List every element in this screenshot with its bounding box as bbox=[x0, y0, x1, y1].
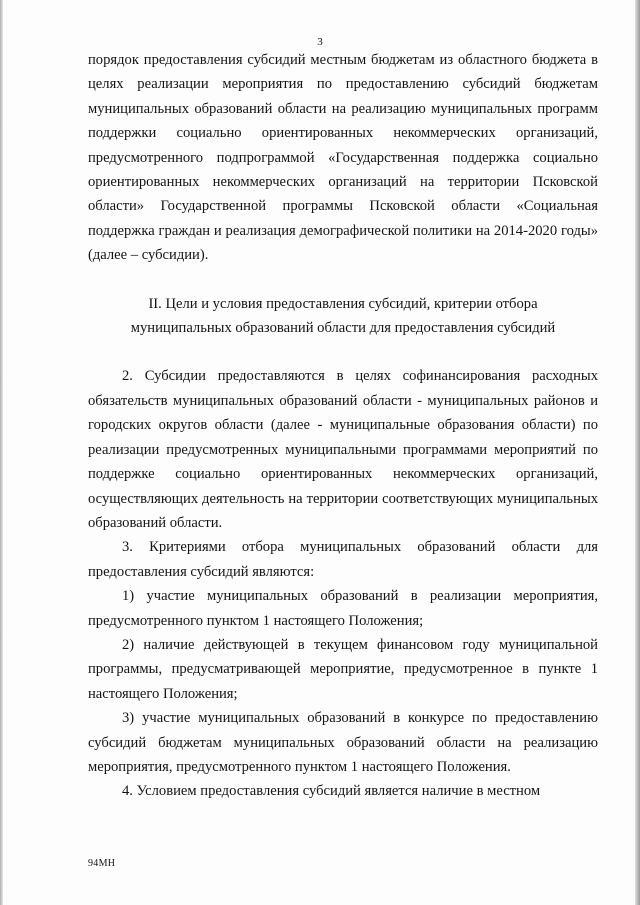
paragraph-intro-continuation: порядок предоставления субсидий местным бюджетам из областного бюджета в целях реализации мероприятия по предоставлению субсидий бюджетам муниципальных образований области на реализацию муниципальных программ поддержки социально ориентированных некоммерческих организаций, предусмотренного подпрограммой «Государственная поддержка социально ориентированных некоммерческих организаций на территории Псковской области» Государственной программы Псковской области «Социальная поддержка граждан и реализация демографической политики на 2014-2020 годы» (далее – субсидии). bbox=[88, 52, 598, 264]
paragraph-2: 2. Субсидии предоставляются в целях софинансирования расходных обязательств муниципальных образований области - муниципальных районов и городских округов области (далее - муниципальные образования области) по реализации предусмотренных муниципальными программами мероприятий по поддержке социально ориентированных некоммерческих организаций, осуществляющих деятельность на территории соответствующих муниципальных образований области. bbox=[88, 368, 598, 531]
scan-edge-right bbox=[635, 0, 640, 905]
page-number: 3 bbox=[317, 36, 323, 48]
paragraph-4: 4. Условием предоставления субсидий является наличие в местном bbox=[122, 783, 541, 800]
criterion-3: 3) участие муниципальных образований в конкурсе по предоставлению субсидий бюджетам муниципальных образований области на реализацию мероприятия, предусмотренного пунктом 1 настоящего Положения. bbox=[88, 710, 598, 775]
paragraph-3: 3. Критериями отбора муниципальных образований области для предоставления субсидий являются: bbox=[88, 539, 598, 580]
scan-edge-left bbox=[0, 0, 3, 905]
section-heading-line-2: муниципальных образований области для предоставления субсидий bbox=[130, 320, 556, 337]
criterion-2: 2) наличие действующей в текущем финансовом году муниципальной программы, предусматривающей мероприятие, предусмотренное в пункте 1 настоящего Положения; bbox=[88, 636, 598, 702]
criterion-1: 1) участие муниципальных образований в реализации мероприятия, предусмотренного пунктом 1 настоящего Положения; bbox=[88, 588, 598, 629]
section-heading-line-1: II. Цели и условия предоставления субсидий, критерии отбора bbox=[148, 295, 538, 312]
document-code: 94МН bbox=[88, 858, 116, 869]
document-body bbox=[88, 48, 598, 804]
spacer bbox=[88, 268, 598, 292]
section-heading bbox=[88, 292, 598, 341]
spacer bbox=[88, 340, 598, 364]
